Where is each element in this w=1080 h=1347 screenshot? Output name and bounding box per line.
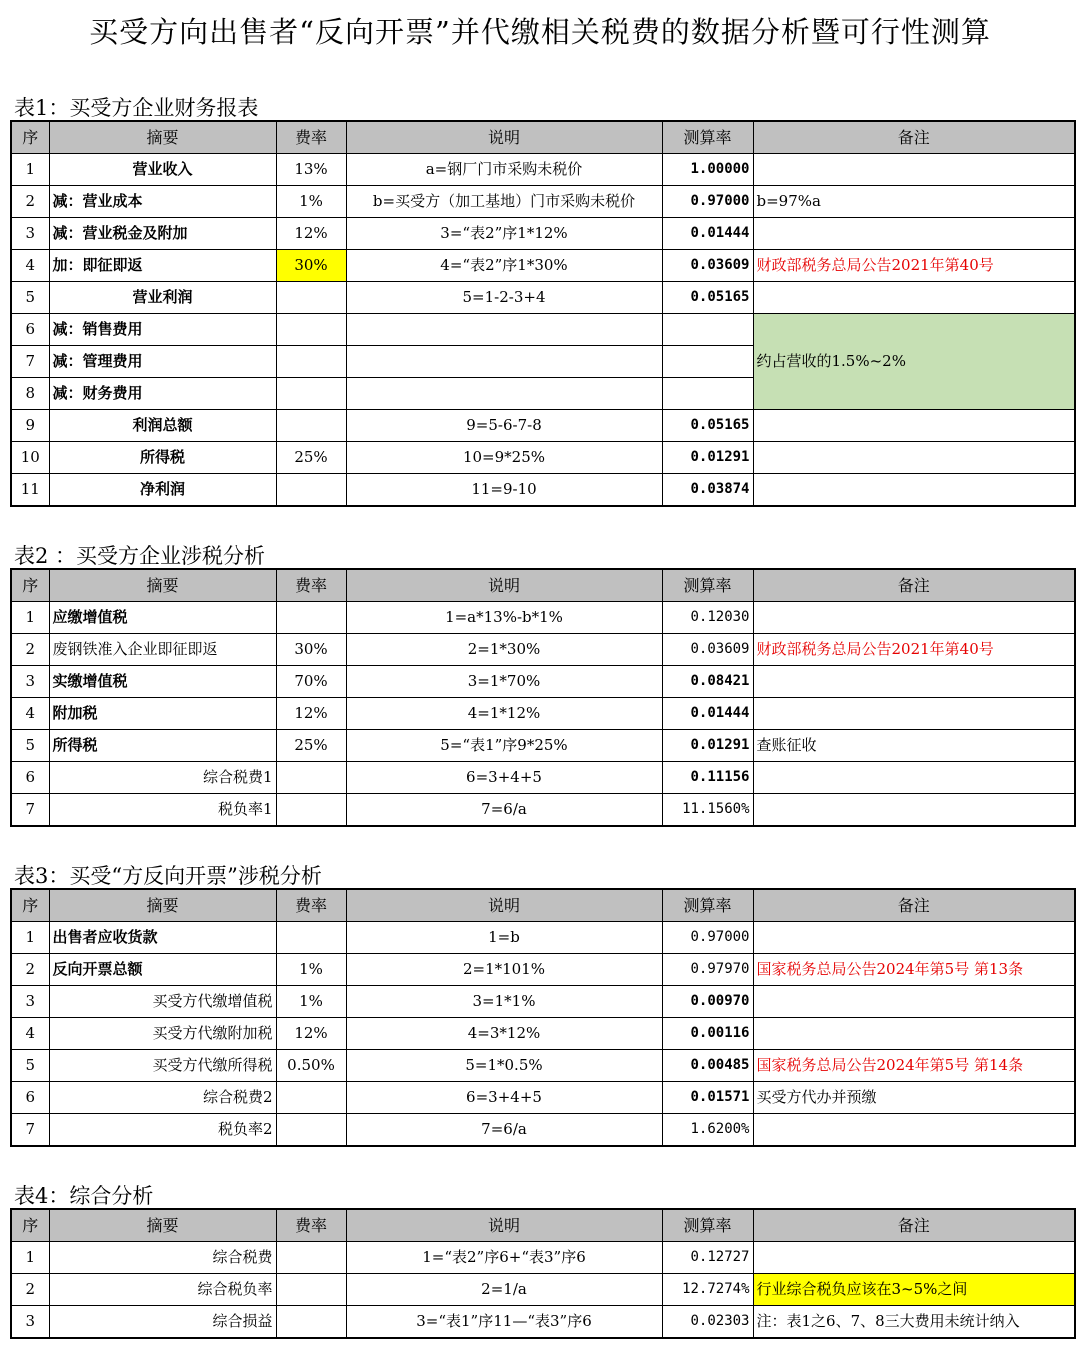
cell-val: 0.01291 bbox=[662, 442, 753, 474]
table-row bbox=[11, 474, 1075, 507]
table-row bbox=[11, 1274, 1075, 1306]
header-rate: 费率 bbox=[276, 121, 346, 154]
cell-desc: 5=1-2-3+4 bbox=[346, 282, 662, 314]
header-no: 序 bbox=[11, 1209, 49, 1242]
cell-no: 6 bbox=[11, 1082, 49, 1114]
table3-reverse-invoice-analysis bbox=[10, 888, 1076, 1147]
header-rate: 费率 bbox=[276, 889, 346, 922]
cell-note bbox=[753, 666, 1075, 698]
cell-desc: a=钢厂门市采购未税价 bbox=[346, 154, 662, 186]
cell-desc bbox=[346, 314, 662, 346]
cell-val: 0.12727 bbox=[662, 1242, 753, 1274]
cell-rate: 12% bbox=[276, 698, 346, 730]
cell-note: 买受方代办并预缴 bbox=[753, 1082, 1075, 1114]
cell-note bbox=[753, 698, 1075, 730]
header-desc: 说明 bbox=[346, 889, 662, 922]
cell-name: 净利润 bbox=[49, 474, 276, 507]
cell-val: 0.05165 bbox=[662, 410, 753, 442]
table-row bbox=[11, 666, 1075, 698]
table-header-row bbox=[11, 1209, 1075, 1242]
cell-val: 12.7274% bbox=[662, 1274, 753, 1306]
cell-val: 0.08421 bbox=[662, 666, 753, 698]
cell-note: 查账征收 bbox=[753, 730, 1075, 762]
cell-no: 1 bbox=[11, 922, 49, 954]
cell-desc: 1=a*13%-b*1% bbox=[346, 602, 662, 634]
cell-val: 0.12030 bbox=[662, 602, 753, 634]
cell-rate-highlight: 30% bbox=[276, 250, 346, 282]
cell-desc: 1=“表2”序6+“表3”序6 bbox=[346, 1242, 662, 1274]
cell-no: 3 bbox=[11, 666, 49, 698]
cell-name: 减：营业成本 bbox=[49, 186, 276, 218]
cell-rate bbox=[276, 282, 346, 314]
cell-desc: 6=3+4+5 bbox=[346, 762, 662, 794]
cell-val: 1.00000 bbox=[662, 154, 753, 186]
cell-rate bbox=[276, 1274, 346, 1306]
table-row bbox=[11, 986, 1075, 1018]
table1-financial-statement bbox=[10, 120, 1076, 507]
cell-name: 利润总额 bbox=[49, 410, 276, 442]
cell-rate bbox=[276, 1242, 346, 1274]
cell-no: 5 bbox=[11, 282, 49, 314]
cell-desc: 2=1*30% bbox=[346, 634, 662, 666]
cell-val: 0.00116 bbox=[662, 1018, 753, 1050]
table-row bbox=[11, 314, 1075, 346]
cell-name: 综合税费2 bbox=[49, 1082, 276, 1114]
cell-val: 11.1560% bbox=[662, 794, 753, 827]
cell-no: 8 bbox=[11, 378, 49, 410]
cell-rate: 13% bbox=[276, 154, 346, 186]
cell-no: 7 bbox=[11, 346, 49, 378]
cell-note bbox=[753, 410, 1075, 442]
cell-val: 0.02303 bbox=[662, 1306, 753, 1339]
table-row bbox=[11, 954, 1075, 986]
cell-no: 6 bbox=[11, 314, 49, 346]
cell-no: 4 bbox=[11, 1018, 49, 1050]
cell-note bbox=[753, 1242, 1075, 1274]
cell-val: 1.6200% bbox=[662, 1114, 753, 1147]
cell-val: 0.00485 bbox=[662, 1050, 753, 1082]
cell-rate bbox=[276, 1114, 346, 1147]
header-rate: 费率 bbox=[276, 569, 346, 602]
cell-no: 4 bbox=[11, 250, 49, 282]
cell-name: 反向开票总额 bbox=[49, 954, 276, 986]
table-row bbox=[11, 1082, 1075, 1114]
header-desc: 说明 bbox=[346, 1209, 662, 1242]
cell-no: 4 bbox=[11, 698, 49, 730]
cell-name: 加：即征即返 bbox=[49, 250, 276, 282]
cell-name: 减：财务费用 bbox=[49, 378, 276, 410]
cell-val bbox=[662, 314, 753, 346]
header-name: 摘要 bbox=[49, 889, 276, 922]
cell-rate: 1% bbox=[276, 186, 346, 218]
header-note: 备注 bbox=[753, 569, 1075, 602]
cell-name: 减：管理费用 bbox=[49, 346, 276, 378]
cell-rate: 70% bbox=[276, 666, 346, 698]
cell-name: 所得税 bbox=[49, 730, 276, 762]
header-name: 摘要 bbox=[49, 121, 276, 154]
cell-no: 3 bbox=[11, 218, 49, 250]
cell-note bbox=[753, 218, 1075, 250]
cell-note bbox=[753, 474, 1075, 507]
cell-val bbox=[662, 378, 753, 410]
table-row bbox=[11, 1114, 1075, 1147]
cell-note: 注：表1之6、7、8三大费用未统计纳入 bbox=[753, 1306, 1075, 1339]
cell-note bbox=[753, 794, 1075, 827]
cell-name: 废钢铁准入企业即征即返 bbox=[49, 634, 276, 666]
cell-val: 0.01444 bbox=[662, 218, 753, 250]
cell-no: 5 bbox=[11, 1050, 49, 1082]
cell-val: 0.00970 bbox=[662, 986, 753, 1018]
cell-val: 0.03874 bbox=[662, 474, 753, 507]
cell-rate: 1% bbox=[276, 986, 346, 1018]
cell-note bbox=[753, 986, 1075, 1018]
cell-rate bbox=[276, 1082, 346, 1114]
cell-desc: 10=9*25% bbox=[346, 442, 662, 474]
cell-rate: 12% bbox=[276, 1018, 346, 1050]
header-rate: 费率 bbox=[276, 1209, 346, 1242]
cell-desc: 3=“表1”序11—“表3”序6 bbox=[346, 1306, 662, 1339]
page-title: 买受方向出售者“反向开票”并代缴相关税费的数据分析暨可行性测算 bbox=[89, 15, 991, 49]
cell-val: 0.97970 bbox=[662, 954, 753, 986]
table-row bbox=[11, 282, 1075, 314]
header-name: 摘要 bbox=[49, 569, 276, 602]
cell-desc: 4=1*12% bbox=[346, 698, 662, 730]
cell-rate: 30% bbox=[276, 634, 346, 666]
cell-note bbox=[753, 762, 1075, 794]
cell-name: 买受方代缴所得税 bbox=[49, 1050, 276, 1082]
cell-name: 综合税负率 bbox=[49, 1274, 276, 1306]
cell-val: 0.97000 bbox=[662, 186, 753, 218]
table-row bbox=[11, 762, 1075, 794]
cell-val: 0.11156 bbox=[662, 762, 753, 794]
table-header-row bbox=[11, 569, 1075, 602]
table4-caption: 表4：综合分析 bbox=[14, 1184, 154, 1208]
table-row bbox=[11, 218, 1075, 250]
header-desc: 说明 bbox=[346, 569, 662, 602]
cell-no: 2 bbox=[11, 1274, 49, 1306]
header-no: 序 bbox=[11, 121, 49, 154]
cell-val: 0.03609 bbox=[662, 634, 753, 666]
table-header-row bbox=[11, 121, 1075, 154]
table-row bbox=[11, 634, 1075, 666]
cell-name: 附加税 bbox=[49, 698, 276, 730]
cell-note: 财政部税务总局公告2021年第40号 bbox=[753, 634, 1075, 666]
cell-name: 应缴增值税 bbox=[49, 602, 276, 634]
cell-desc: 7=6/a bbox=[346, 794, 662, 827]
cell-desc: 3=1*70% bbox=[346, 666, 662, 698]
cell-rate bbox=[276, 794, 346, 827]
cell-no: 11 bbox=[11, 474, 49, 507]
cell-name: 营业收入 bbox=[49, 154, 276, 186]
cell-note bbox=[753, 282, 1075, 314]
table-row bbox=[11, 1050, 1075, 1082]
cell-note bbox=[753, 1114, 1075, 1147]
cell-desc: 5=1*0.5% bbox=[346, 1050, 662, 1082]
table-row bbox=[11, 1306, 1075, 1339]
cell-note bbox=[753, 602, 1075, 634]
cell-desc: 3=1*1% bbox=[346, 986, 662, 1018]
table-row bbox=[11, 154, 1075, 186]
cell-no: 2 bbox=[11, 954, 49, 986]
header-val: 测算率 bbox=[662, 121, 753, 154]
table3-caption: 表3：买受“方反向开票”涉税分析 bbox=[14, 864, 322, 888]
cell-note: b=97%a bbox=[753, 186, 1075, 218]
cell-name: 减：营业税金及附加 bbox=[49, 218, 276, 250]
table-row bbox=[11, 442, 1075, 474]
cell-note: 国家税务总局公告2024年第5号 第14条 bbox=[753, 1050, 1075, 1082]
cell-rate: 0.50% bbox=[276, 1050, 346, 1082]
table-header-row bbox=[11, 889, 1075, 922]
cell-desc bbox=[346, 378, 662, 410]
cell-name: 综合损益 bbox=[49, 1306, 276, 1339]
cell-desc: 7=6/a bbox=[346, 1114, 662, 1147]
cell-rate: 25% bbox=[276, 442, 346, 474]
cell-name: 出售者应收货款 bbox=[49, 922, 276, 954]
cell-no: 7 bbox=[11, 1114, 49, 1147]
cell-desc: b=买受方（加工基地）门市采购未税价 bbox=[346, 186, 662, 218]
cell-no: 3 bbox=[11, 1306, 49, 1339]
cell-note bbox=[753, 922, 1075, 954]
cell-note: 财政部税务总局公告2021年第40号 bbox=[753, 250, 1075, 282]
cell-rate bbox=[276, 410, 346, 442]
table1-caption: 表1：买受方企业财务报表 bbox=[14, 96, 259, 120]
cell-name: 综合税费1 bbox=[49, 762, 276, 794]
header-name: 摘要 bbox=[49, 1209, 276, 1242]
cell-name: 所得税 bbox=[49, 442, 276, 474]
cell-no: 6 bbox=[11, 762, 49, 794]
header-no: 序 bbox=[11, 569, 49, 602]
cell-val: 0.03609 bbox=[662, 250, 753, 282]
header-val: 测算率 bbox=[662, 1209, 753, 1242]
cell-val: 0.01571 bbox=[662, 1082, 753, 1114]
cell-name: 实缴增值税 bbox=[49, 666, 276, 698]
cell-no: 10 bbox=[11, 442, 49, 474]
cell-note bbox=[753, 154, 1075, 186]
cell-desc: 3=“表2”序1*12% bbox=[346, 218, 662, 250]
cell-note: 国家税务总局公告2024年第5号 第13条 bbox=[753, 954, 1075, 986]
cell-no: 3 bbox=[11, 986, 49, 1018]
table-row bbox=[11, 186, 1075, 218]
cell-no: 1 bbox=[11, 602, 49, 634]
cell-rate bbox=[276, 346, 346, 378]
cell-val: 0.01444 bbox=[662, 698, 753, 730]
cell-rate bbox=[276, 602, 346, 634]
cell-no: 2 bbox=[11, 186, 49, 218]
table-row bbox=[11, 698, 1075, 730]
cell-rate bbox=[276, 762, 346, 794]
cell-name: 买受方代缴附加税 bbox=[49, 1018, 276, 1050]
cell-rate bbox=[276, 378, 346, 410]
header-val: 测算率 bbox=[662, 889, 753, 922]
cell-desc: 9=5-6-7-8 bbox=[346, 410, 662, 442]
cell-name: 综合税费 bbox=[49, 1242, 276, 1274]
cell-desc: 11=9-10 bbox=[346, 474, 662, 507]
cell-desc: 2=1/a bbox=[346, 1274, 662, 1306]
cell-note bbox=[753, 1018, 1075, 1050]
table-row bbox=[11, 410, 1075, 442]
cell-name: 税负率1 bbox=[49, 794, 276, 827]
cell-name: 减：销售费用 bbox=[49, 314, 276, 346]
table-row bbox=[11, 1242, 1075, 1274]
header-note: 备注 bbox=[753, 1209, 1075, 1242]
cell-note bbox=[753, 442, 1075, 474]
cell-desc: 1=b bbox=[346, 922, 662, 954]
cell-note-highlight: 行业综合税负应该在3~5%之间 bbox=[753, 1274, 1075, 1306]
cell-no: 7 bbox=[11, 794, 49, 827]
header-no: 序 bbox=[11, 889, 49, 922]
cell-desc: 4=3*12% bbox=[346, 1018, 662, 1050]
table2-caption: 表2 ：买受方企业涉税分析 bbox=[14, 544, 266, 568]
cell-no: 1 bbox=[11, 1242, 49, 1274]
cell-no: 1 bbox=[11, 154, 49, 186]
cell-no: 9 bbox=[11, 410, 49, 442]
cell-rate: 25% bbox=[276, 730, 346, 762]
cell-rate bbox=[276, 922, 346, 954]
cell-val: 0.01291 bbox=[662, 730, 753, 762]
cell-desc: 4=“表2”序1*30% bbox=[346, 250, 662, 282]
cell-desc: 5=“表1”序9*25% bbox=[346, 730, 662, 762]
cell-rate: 12% bbox=[276, 218, 346, 250]
cell-name: 营业利润 bbox=[49, 282, 276, 314]
header-note: 备注 bbox=[753, 121, 1075, 154]
cell-desc: 6=3+4+5 bbox=[346, 1082, 662, 1114]
table-row bbox=[11, 730, 1075, 762]
cell-val: 0.05165 bbox=[662, 282, 753, 314]
cell-note-merged: 约占营收的1.5%~2% bbox=[753, 314, 1075, 410]
table-row bbox=[11, 1018, 1075, 1050]
cell-desc: 2=1*101% bbox=[346, 954, 662, 986]
cell-rate: 1% bbox=[276, 954, 346, 986]
table-row bbox=[11, 250, 1075, 282]
cell-no: 2 bbox=[11, 634, 49, 666]
cell-rate bbox=[276, 474, 346, 507]
header-desc: 说明 bbox=[346, 121, 662, 154]
table2-tax-analysis bbox=[10, 568, 1076, 827]
table4-summary-analysis bbox=[10, 1208, 1076, 1339]
header-note: 备注 bbox=[753, 889, 1075, 922]
cell-val: 0.97000 bbox=[662, 922, 753, 954]
table-row bbox=[11, 922, 1075, 954]
cell-val bbox=[662, 346, 753, 378]
header-val: 测算率 bbox=[662, 569, 753, 602]
cell-no: 5 bbox=[11, 730, 49, 762]
table-row bbox=[11, 602, 1075, 634]
cell-name: 买受方代缴增值税 bbox=[49, 986, 276, 1018]
cell-name: 税负率2 bbox=[49, 1114, 276, 1147]
cell-rate bbox=[276, 314, 346, 346]
table-row bbox=[11, 794, 1075, 827]
cell-rate bbox=[276, 1306, 346, 1339]
cell-desc bbox=[346, 346, 662, 378]
